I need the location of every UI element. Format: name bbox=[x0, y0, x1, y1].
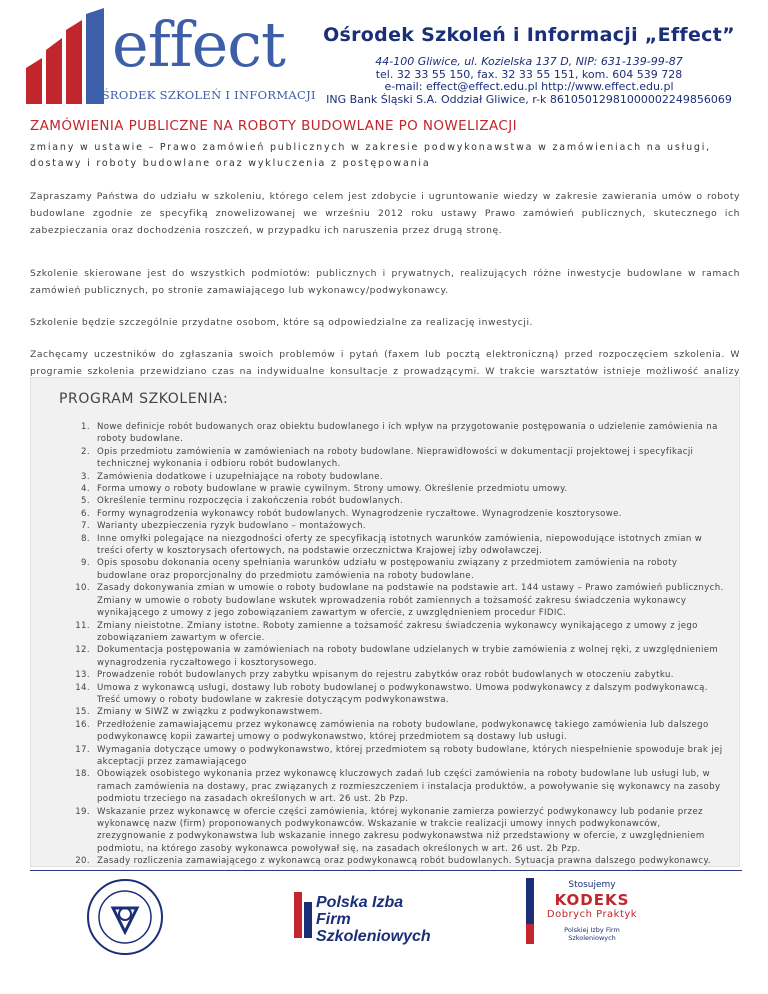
footer-divider bbox=[30, 870, 742, 871]
list-item: 20. Zasady rozliczenia zamawiającego z wykonawcą oraz podwykonawcą robót budowlanych. Sytuacja prawna dalszego podwykonawcy. bbox=[93, 855, 725, 867]
udt-cert-seal-icon bbox=[86, 878, 164, 956]
usefulness-paragraph: Szkolenie będzie szczególnie przydatne osobom, które są odpowiedzialne za realizację inwestycji. bbox=[30, 317, 534, 328]
program-box bbox=[30, 377, 740, 867]
consultation-paragraph: Zachęcamy uczestników do zgłaszania swoich problemów i pytań (faxem lub pocztą elektroniczną) przed rozpoczęciem szkolenia. W programie szkolenia przewidziano czas na indywidualne konsultacje z prowadzącymi. W trakcie warsztatów istnieje możliwość analizy bbox=[30, 349, 740, 377]
page-subtitle: zmiany w ustawie – Prawo zamówień publicznych w zakresie podwykonawstwa w zamówieniach na usługi, dostawy i roboty budowlane oraz wykluczenia z postępowania bbox=[30, 142, 711, 169]
logo-subtitle: OŚRODEK SZKOLEŃ I INFORMACJI bbox=[92, 88, 316, 102]
audience-paragraph: Szkolenie skierowane jest do wszystkich podmiotów: publicznych i prywatnych, realizujących różne inwestycje budowlane w ramach zamówień publicznych, po stronie zamawiającego lub wykonawcy/podwykonawcy. bbox=[30, 268, 740, 296]
list-item: 15. Zmiany w SIWZ w związku z podwykonawstwem. bbox=[93, 706, 725, 718]
list-item: 4. Forma umowy o roboty budowlane w prawie cywilnym. Strony umowy. Określenie przedmiotu umowy. bbox=[93, 483, 725, 495]
pisz-logo bbox=[294, 884, 444, 954]
list-item: 19. Wskazanie przez wykonawcę w ofercie części zamówienia, której wykonanie zamierza powierzyć podwykonawcy lub podanie przez wykonawcę nazw (firm) proponowanych podwykonawców. Wskazanie w trakcie realizacji umowy innych podwykonawców, zrezygnowanie z podwykonawstwa lub wskazanie innego zakresu podwykonawstwa niż przedstawiony w ofercie, z uwzględnieniem podmiotu, na którego zasoby wykonawca powoływał się, na zasadach określonych w art. 26 ust. 2b Pzp. bbox=[93, 806, 725, 856]
udt-cert-logo bbox=[86, 878, 164, 956]
kodeks-subtitle: Dobrych Praktyk bbox=[546, 909, 638, 920]
logo-wordmark: effect bbox=[112, 8, 285, 81]
contact-bank: ING Bank Śląski S.A. Oddział Gliwice, r-k 86105012981000002249856069 bbox=[326, 92, 732, 106]
letterhead bbox=[0, 0, 768, 112]
program-heading: PROGRAM SZKOLENIA: bbox=[59, 391, 229, 407]
list-item: 7. Warianty ubezpieczenia ryzyk budowlano – montażowych. bbox=[93, 520, 725, 532]
list-item: 11. Zmiany nieistotne. Zmiany istotne. Roboty zamienne a tożsamość zakresu świadczenia wykonawcy wynikającego z umowy z jego zobowiązaniem zawartym w ofercie. bbox=[93, 620, 725, 645]
contact-web[interactable]: e-mail: effect@effect.edu.pl http://www.effect.edu.pl bbox=[384, 80, 674, 93]
kodeks-title: KODEKS bbox=[554, 891, 630, 909]
effect-logo bbox=[26, 8, 316, 108]
contact-phone: tel. 32 33 55 150, fax. 32 33 55 151, kom. 604 539 728 bbox=[375, 67, 683, 81]
list-item: 3. Zamówienia dodatkowe i uzupełniające na roboty budowlane. bbox=[93, 471, 725, 483]
list-item: 18. Obowiązek osobistego wykonania przez wykonawcę kluczowych zadań lub części zamówienia na roboty budowlane lub usługi lub, w ramach zamówienia na dostawy, prac związanych z rozmieszczeniem i instalacja produktów, a powoływanie się wykonawcy na zasoby podmiotu trzeciego na zasadach określonych w art. 26 ust. 2b Pzp. bbox=[93, 768, 725, 805]
contact-block bbox=[300, 56, 758, 106]
contact-address: 44-100 Gliwice, ul. Kozielska 137 D, NIP: 631-139-99-87 bbox=[375, 55, 683, 68]
list-item: 14. Umowa z wykonawcą usługi, dostawy lub roboty budowlanej o podwykonawstwo. Umowa podwykonawcy z dalszym podwykonawcą. Treść umowy o roboty budowlane w zakresie dotyczącym podwykonawstwa. bbox=[93, 682, 725, 707]
pisz-line-1: Polska Izba bbox=[316, 894, 404, 911]
list-item: 10. Zasady dokonywania zmian w umowie o roboty budowlane na podstawie na podstawie art. 144 ustawy – Prawo zamówień publicznych. Zmiany w umowie o roboty budowlane wskutek wprowadzenia robót zamiennych a tożsamość zakresu świadczenia wykonawcy wynikającego z umowy z jego zobowiązaniem zawartym w ofercie, z uwzględnieniem procedur FIDIC. bbox=[93, 582, 725, 619]
list-item: 17. Wymagania dotyczące umowy o podwykonawstwo, której przedmiotem są roboty budowlane, których niespełnienie spowoduje brak jej akceptacji przez zamawiającego bbox=[93, 744, 725, 769]
program-list bbox=[31, 421, 739, 867]
list-item: 13. Prowadzenie robót budowlanych przy zabytku wpisanym do rejestru zabytków oraz robót budowlanych w otoczeniu zabytku. bbox=[93, 669, 725, 681]
intro-paragraph: Zapraszamy Państwa do udziału w szkoleniu, którego celem jest zdobycie i ugruntowanie wiedzy w zakresie zawierania umów o roboty budowlane zgodnie ze specyfiką znowelizowanej we wrześniu 2012 roku ustawy Prawo zamówień publicznych, skutecznego ich zabezpieczania oraz dochodzenia roszczeń, w przypadku ich naruszenia przez drugą stronę. bbox=[30, 191, 740, 236]
pisz-wordmark bbox=[316, 894, 444, 945]
list-item: 8. Inne omyłki polegające na niezgodności oferty ze specyfikacją istotnych warunków zamówienia, niepowodujące istotnych zmian w treści oferty w kosztorysach ofertowych, na podstawie orzecznictwa Krajowej izby odwoławczej. bbox=[93, 533, 725, 558]
list-item: 9. Opis sposobu dokonania oceny spełniania warunków udziału w postępowaniu związany z przedmiotem zamówienia na roboty budowlane oraz proporcjonalny do przedmiotu zamówienia na roboty budowlane. bbox=[93, 557, 725, 582]
kodeks-bar-accent bbox=[526, 924, 534, 944]
list-item: 5. Określenie terminu rozpoczęcia i zakończenia robót budowlanych. bbox=[93, 495, 725, 507]
main-content bbox=[30, 118, 740, 412]
list-item: 2. Opis przedmiotu zamówienia w zamówieniach na roboty budowlane. Nieprawidłowości w dokumentacji projektowej i specyfikacji technicznej wykonania i odbioru robót budowlanych. bbox=[93, 446, 725, 471]
list-item: 12. Dokumentacja postępowania w zamówieniach na roboty budowlane udzielanych w trybie zamówienia z wolnej ręki, z uwzględnieniem wynagrodzenia ryczałtowego i kosztorysowego. bbox=[93, 644, 725, 669]
kodeks-issuer: Polskiej Izby Firm Szkoleniowych bbox=[564, 926, 620, 942]
list-item: 1. Nowe definicje robót budowanych oraz obiektu budowlanego i ich wpływ na przygotowanie postępowania o udzielenie zamówienia na roboty budowlane. bbox=[93, 421, 725, 446]
list-item: 6. Formy wynagrodzenia wykonawcy robót budowlanych. Wynagrodzenie ryczałtowe. Wynagrodzenie kosztorysowe. bbox=[93, 508, 725, 520]
kodeks-logo bbox=[526, 878, 646, 948]
pisz-line-2: Firm Szkoleniowych bbox=[316, 911, 431, 945]
page-title: ZAMÓWIENIA PUBLICZNE NA ROBOTY BUDOWLANE PO NOWELIZACJI bbox=[30, 118, 517, 134]
kodeks-stosujemy: Stosujemy bbox=[568, 880, 616, 890]
company-name: Ośrodek Szkoleń i Informacji „Effect” bbox=[323, 24, 735, 46]
list-item: 16. Przedłożenie zamawiającemu przez wykonawcę zamówienia na roboty budowlane, podwykonawcę takiego zamówienia lub dalszego podwykonawcę kopii zawartej umowy o podwykonawstwo, której przedmiotem są dostawy lub usługi. bbox=[93, 719, 725, 744]
pisz-mark-icon bbox=[294, 892, 314, 938]
